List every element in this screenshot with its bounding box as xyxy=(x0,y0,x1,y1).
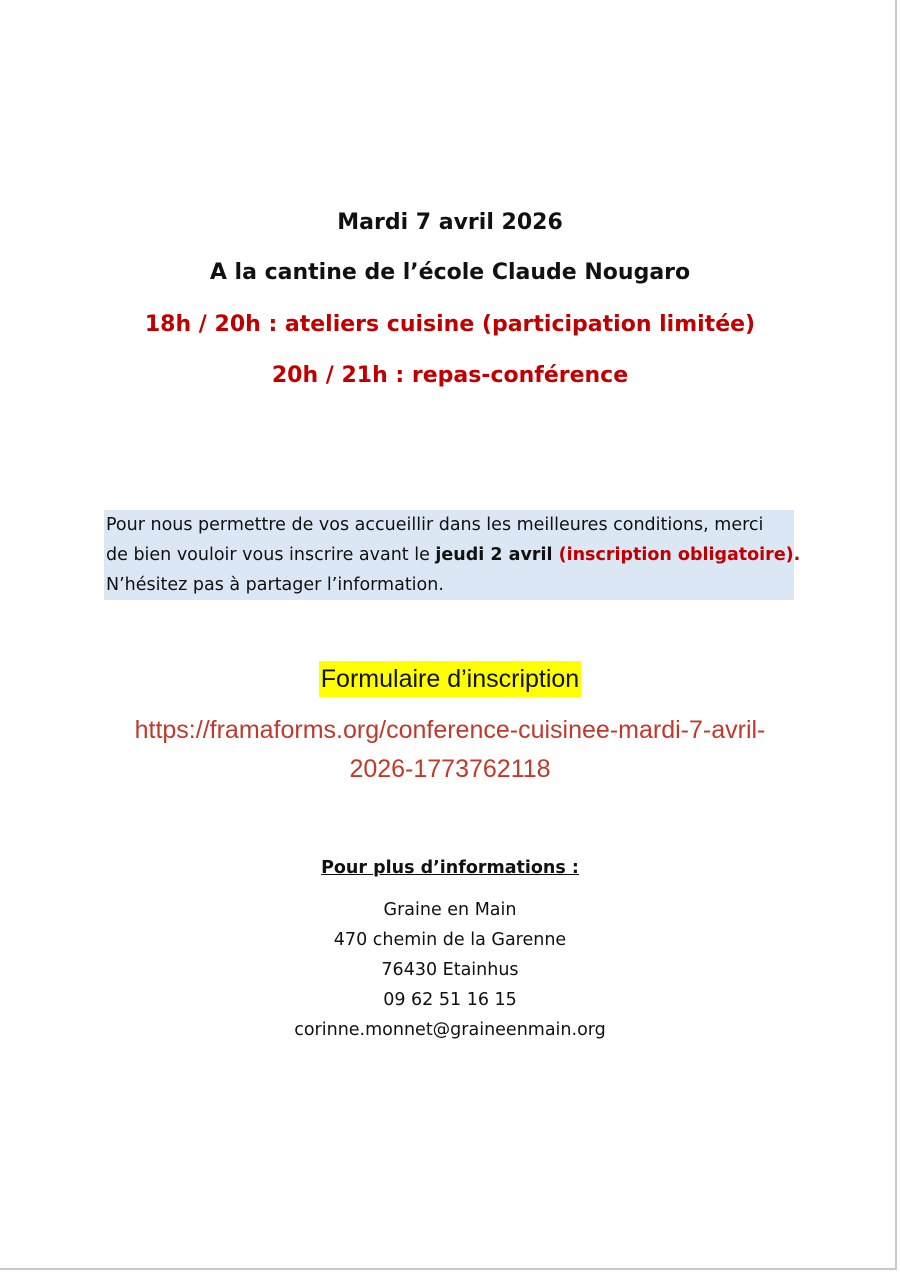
event-meal-time: 20h / 21h : repas-conférence xyxy=(271,363,629,388)
notice-line-1: Pour nous permettre de vos accueillir dans les meilleures conditions, merci xyxy=(106,515,764,535)
form-title-wrap xyxy=(0,661,900,697)
notice-line-2-start: de bien vouloir vous inscrire avant le xyxy=(106,545,436,565)
contact-email[interactable]: corinne.monnet@graineenmain.org xyxy=(294,1020,606,1040)
form-title: Formulaire d’inscription xyxy=(319,661,581,697)
form-url-line-1[interactable]: https://framaforms.org/conference-cuisinee-mardi-7-avril- xyxy=(134,716,766,744)
event-workshop-time: 18h / 20h : ateliers cuisine (participation limitée) xyxy=(144,312,756,337)
contact-phone: 09 62 51 16 15 xyxy=(383,990,517,1010)
form-url-line-2[interactable]: 2026-1773762118 xyxy=(349,755,551,783)
contact-organization: Graine en Main xyxy=(383,900,517,920)
notice-line-2 xyxy=(104,540,801,570)
contact-heading xyxy=(0,856,900,880)
registration-deadline: jeudi 2 avril xyxy=(435,545,553,565)
registration-notice xyxy=(104,510,801,600)
registration-mandatory: (inscription obligatoire). xyxy=(552,545,801,565)
event-location: A la cantine de l’école Claude Nougaro xyxy=(209,260,691,285)
event-date: Mardi 7 avril 2026 xyxy=(337,210,563,235)
contact-heading-text: Pour plus d’informations : xyxy=(321,858,579,878)
contact-street: 470 chemin de la Garenne xyxy=(333,930,567,950)
contact-city: 76430 Etainhus xyxy=(381,960,519,980)
notice-line-3: N’hésitez pas à partager l’information. xyxy=(106,575,444,595)
